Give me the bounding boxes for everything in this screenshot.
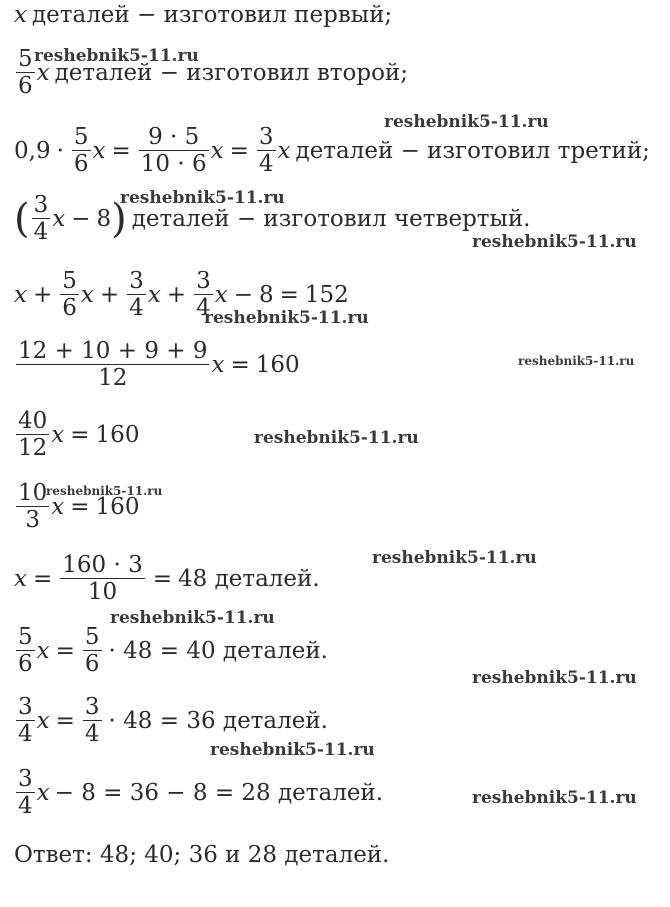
solution-document [14,0,664,907]
line-sum-fraction: $\frac{12 + 10 + 9 + 9}{12}$ x = 160 [18,338,300,391]
fraction: $\frac{5}{6}$ [18,624,33,677]
answer-line: Ответ: 48; 40; 36 и 28 деталей. [14,842,390,868]
watermark: reshebnik5-11.ru [472,232,637,252]
watermark: reshebnik5-11.ru [210,740,375,760]
line-fourth-value: $\frac{3}{4}$ x − 8 = 36 − 8 = 28 деталей. [18,766,384,819]
line-10-3: $\frac{10}{3}$ x = 160 [18,480,140,533]
fraction: $\frac{40}{12}$ [18,408,48,461]
fraction: $\frac{12 + 10 + 9 + 9}{12}$ [18,338,208,391]
fraction: $\frac{160 \cdot 3}{10}$ [62,552,143,605]
line-third-value: $\frac{3}{4}$ x = $\frac{3}{4}$ · 48 = 36 деталей. [18,694,328,747]
fraction: $\frac{5}{6}$ [62,268,77,321]
watermark: reshebnik5-11.ru [518,354,635,368]
fraction: $\frac{3}{4}$ [196,268,211,321]
watermark: reshebnik5-11.ru [372,548,537,568]
fraction: $\frac{3}{4}$ [18,766,33,819]
line-third-worker: 0,9 · $\frac{5}{6}$ x = $\frac{9 \cdot 5}{10 \cdot 6}$ x = $\frac{3}{4}$ x деталей − изготовил третий; [14,124,650,177]
watermark: reshebnik5-11.ru [46,484,163,498]
text: деталей − изготовил первый; [31,2,393,28]
fraction: $\frac{10}{3}$ [18,480,48,533]
fraction: $\frac{5}{6}$ [18,46,33,99]
watermark: reshebnik5-11.ru [472,668,637,688]
watermark: reshebnik5-11.ru [34,46,199,66]
watermark: reshebnik5-11.ru [472,788,637,808]
fraction: $\frac{3}{4}$ [129,268,144,321]
fraction: $\frac{5}{6}$ [73,124,89,177]
fraction: $\frac{5}{6}$ [84,624,100,677]
line-equation: x + $\frac{5}{6}$ x + $\frac{3}{4}$ x + $\frac{3}{4}$ x − 8 = 152 [14,268,349,321]
watermark: reshebnik5-11.ru [254,428,419,448]
fraction: $\frac{3}{4}$ [18,694,33,747]
watermark: reshebnik5-11.ru [120,188,285,208]
line-first-worker [14,2,392,28]
fraction: $\frac{3}{4}$ [33,192,49,245]
fraction: $\frac{9 \cdot 5}{10 \cdot 6}$ [140,124,207,177]
line-fourth-worker: ( $\frac{3}{4}$ x − 8 ) деталей − изготовил четвертый. [14,192,531,245]
fraction: $\frac{3}{4}$ [258,124,274,177]
var-x: x [14,2,27,28]
var-x: x [36,59,50,86]
watermark: reshebnik5-11.ru [204,308,369,328]
line-second-value: $\frac{5}{6}$ x = $\frac{5}{6}$ · 48 = 40 деталей. [18,624,328,677]
watermark: reshebnik5-11.ru [384,112,549,132]
line-40-12: $\frac{40}{12}$ x = 160 [18,408,140,461]
fraction: $\frac{3}{4}$ [84,694,100,747]
watermark: reshebnik5-11.ru [110,608,275,628]
text: деталей − изготовил второй; [54,59,408,86]
line-x-value: x = $\frac{160 \cdot 3}{10}$ = 48 деталей. [14,552,320,605]
